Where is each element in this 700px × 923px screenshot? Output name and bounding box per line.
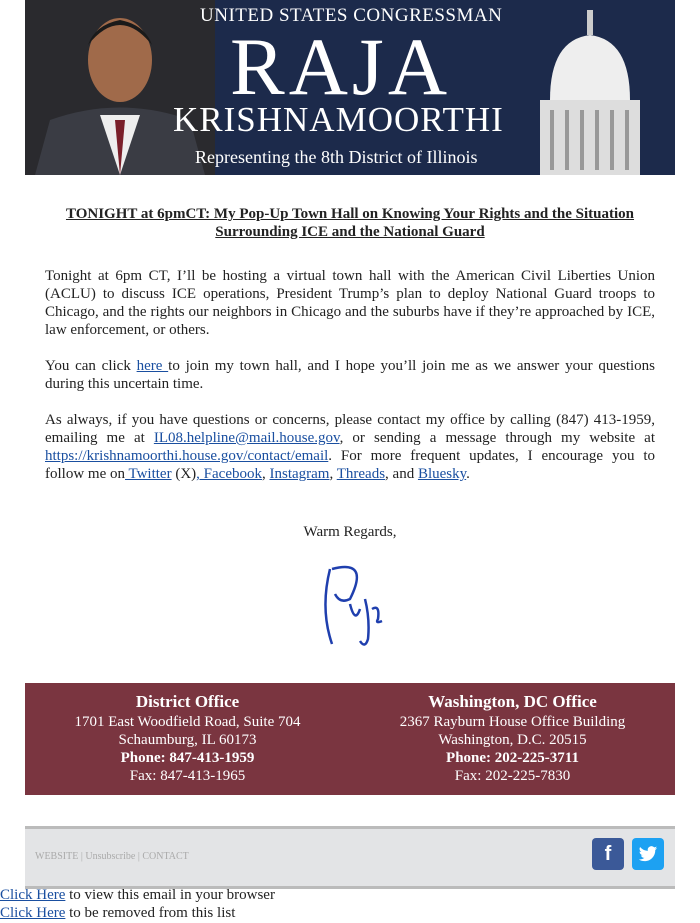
office-name: Washington, DC Office (428, 692, 597, 711)
text: , or sending a message through my website at (339, 430, 656, 446)
signature-image (310, 549, 390, 649)
office-phone: Phone: 202-225-3711 (446, 750, 579, 766)
paragraph-1: Tonight at 6pm CT, I’ll be hosting a virtual town hall with the American Civil Liberties Union (ACLU) to discuss ICE operations, President Trump’s plan to deploy National Guard troops to Chicago, and the rights our neighbors in Chicago and the suburbs have if they’re approached by ICE, law enforcement, or others. (45, 268, 655, 338)
banner-last-name: KRISHNAMOORTHI (173, 100, 504, 139)
unsubscribe-footer-link[interactable]: Unsubscribe (85, 851, 136, 862)
banner-subtitle: UNITED STATES CONGRESSMAN (200, 5, 503, 26)
footer-links (35, 851, 189, 862)
remove-from-list-link[interactable]: Click Here (0, 905, 66, 921)
contact-footer-link[interactable]: CONTACT (142, 851, 189, 862)
facebook-link[interactable]: , Facebook (196, 466, 262, 482)
office-phone: Phone: 847-413-1959 (120, 750, 255, 766)
bottom-links (0, 886, 275, 922)
text: to join my town hall, and I hope you’ll join me as we answer your questions during this uncertain time. (45, 358, 655, 392)
text: , (329, 466, 337, 482)
text: , and (385, 466, 418, 482)
congressman-photo (25, 0, 215, 175)
text: to be removed from this list (65, 905, 236, 921)
twitter-icon[interactable] (632, 838, 664, 870)
text: . (466, 466, 470, 482)
office-address: 2367 Rayburn House Office Building (399, 714, 626, 730)
email-body (45, 205, 655, 649)
instagram-link[interactable]: Instagram (269, 466, 330, 482)
text: (X) (171, 466, 197, 482)
separator: | (135, 851, 143, 862)
email-link[interactable]: IL08.helpline@mail.house.gov (153, 430, 340, 446)
text: to view this email in your browser (65, 887, 275, 903)
office-city: Washington, D.C. 20515 (438, 732, 587, 748)
office-info (25, 683, 675, 795)
header-banner (25, 0, 675, 175)
paragraph-3 (45, 411, 655, 483)
paragraph-2 (45, 357, 655, 393)
text: . For more frequent updates, I encourage you to follow me on (45, 448, 655, 482)
facebook-icon[interactable]: f (592, 838, 624, 870)
office-fax: Fax: 202-225-7830 (454, 768, 571, 784)
bluesky-link[interactable]: Bluesky (417, 466, 467, 482)
separator: | (78, 851, 86, 862)
threads-link[interactable]: Threads (336, 466, 386, 482)
view-in-browser-link[interactable]: Click Here (0, 887, 66, 903)
twitter-link[interactable]: Twitter (125, 466, 172, 482)
district-office (25, 683, 350, 795)
closing: Warm Regards, (303, 524, 397, 540)
text: , (262, 466, 270, 482)
email-title: TONIGHT at 6pmCT: My Pop-Up Town Hall on Knowing Your Rights and the Situation Surrounding ICE and the National Guard (65, 206, 635, 240)
office-address: 1701 East Woodfield Road, Suite 704 (74, 714, 301, 730)
website-footer-link[interactable]: WEBSITE (35, 851, 79, 862)
banner-first-name: RAJA (230, 21, 452, 112)
website-link[interactable]: https://krishnamoorthi.house.gov/contact/email (45, 448, 329, 464)
text: As always, if you have questions or concerns, please contact my office by calling (847) 413-1959, emailing me at (45, 412, 655, 446)
town-hall-link[interactable]: here (136, 358, 169, 374)
banner-district: Representing the 8th District of Illinois (195, 147, 478, 167)
office-fax: Fax: 847-413-1965 (129, 768, 246, 784)
text: You can click (45, 358, 137, 374)
dc-office (350, 683, 675, 795)
office-name: District Office (135, 692, 240, 711)
office-city: Schaumburg, IL 60173 (118, 732, 257, 748)
capitol-dome-image (525, 5, 655, 175)
footer-bar (25, 826, 675, 889)
